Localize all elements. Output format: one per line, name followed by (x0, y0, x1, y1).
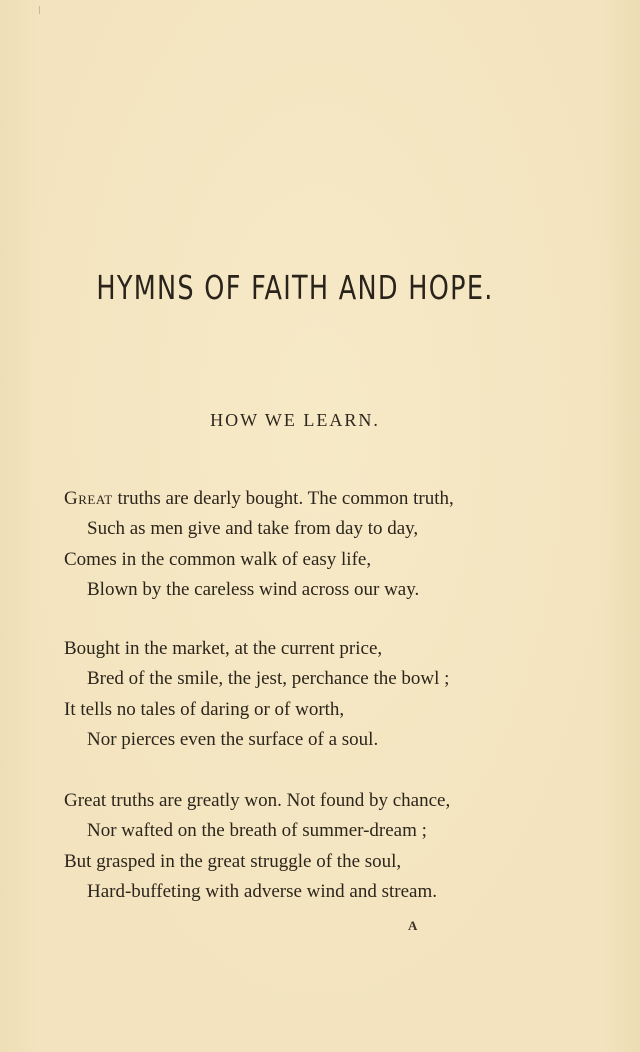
poem-line: Nor pierces even the surface of a soul. (87, 728, 379, 750)
poem-line: Nor wafted on the breath of summer-dream ; (87, 820, 427, 842)
poem-line: Bought in the market, at the current price, (64, 638, 383, 659)
stanza-2 (64, 634, 584, 755)
poem-line-text: truths are dearly bought. The common truth, (112, 488, 454, 509)
printer-signature-mark: A (408, 918, 418, 933)
poem-line: Comes in the common walk of easy life, (64, 548, 372, 570)
poem-line: Bred of the smile, the jest, perchance the bowl ; (87, 668, 450, 690)
small-caps-lead-word: Great (64, 488, 113, 509)
stanza-3 (64, 786, 584, 907)
poem-line: Such as men give and take from day to day, (87, 518, 419, 540)
poem-line: But grasped in the great struggle of the soul, (64, 850, 402, 872)
poem-line: Hard-buffeting with adverse wind and stream. (87, 880, 437, 902)
stanza-1 (64, 484, 584, 605)
poem-line: It tells no tales of daring or of worth, (64, 698, 345, 720)
poem-line: Blown by the careless wind across our way. (87, 578, 420, 600)
book-title: HYMNS OF FAITH AND HOPE. (96, 268, 494, 307)
poem-title: HOW WE LEARN. (210, 410, 380, 430)
poem-line: Great truths are greatly won. Not found by chance, (64, 790, 451, 811)
poem-line (64, 484, 584, 514)
page-speck (39, 6, 40, 14)
